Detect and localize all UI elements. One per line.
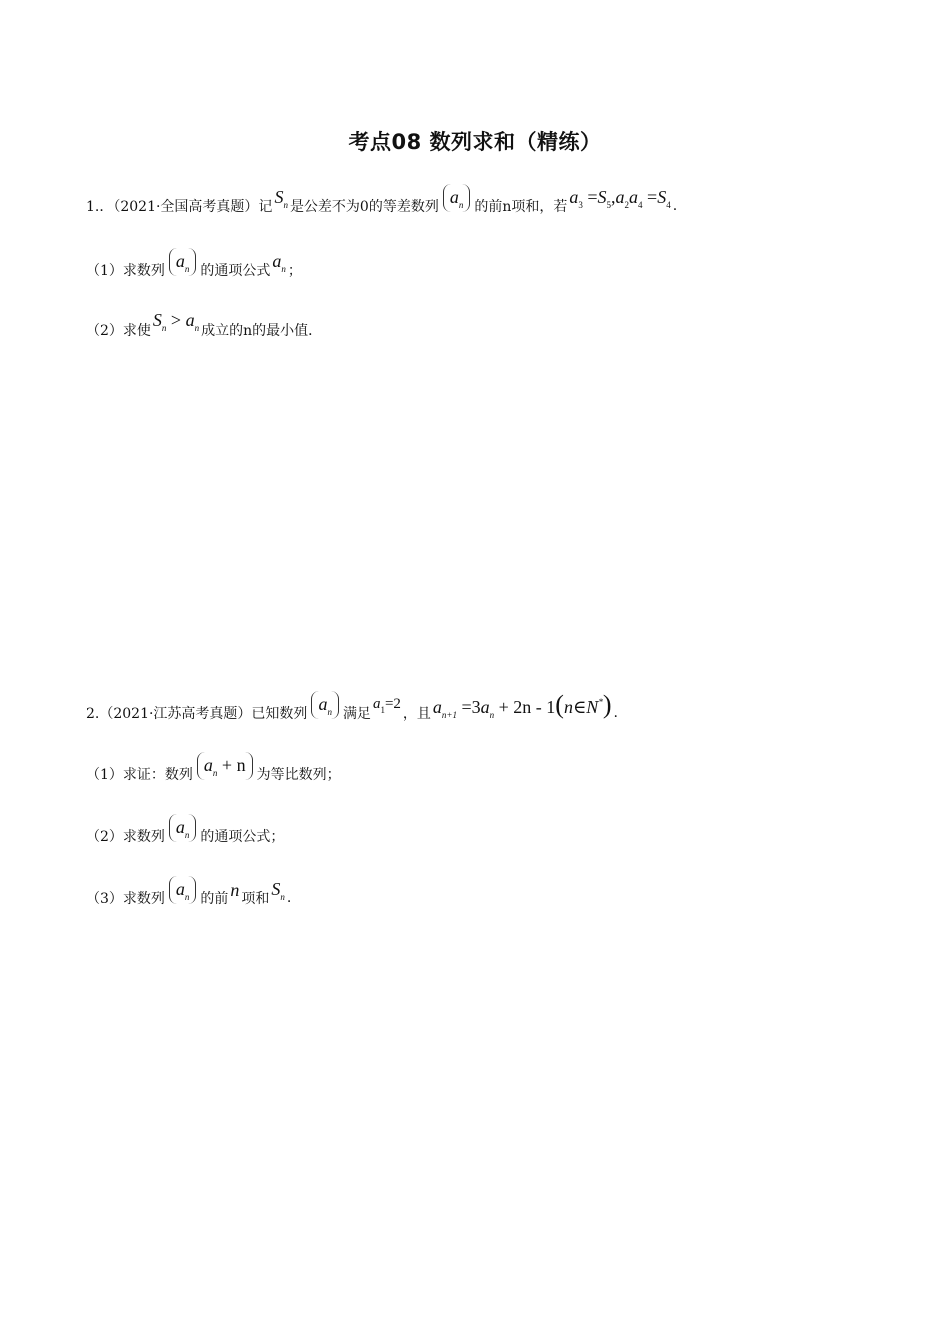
math-sequence-an: $a_n$ xyxy=(169,814,197,842)
q2-end: . xyxy=(613,705,618,721)
question-1-stem xyxy=(86,186,678,220)
q1-p1-c: ； xyxy=(287,263,302,279)
q2-p3-c: 项和 xyxy=(241,891,270,907)
math-sequence-an: $a_n$ xyxy=(169,876,197,904)
math-recurrence: $a_{n+1} =3a_n + 2n$ - 1(n∈N*) xyxy=(432,690,612,720)
math-Sn: $S_n$ xyxy=(271,878,285,902)
q2-part-1 xyxy=(86,755,341,788)
q2-p3-d: . xyxy=(286,890,292,906)
math-a1-eq-2: $a_1=2$ xyxy=(372,695,401,715)
q2-mid1: 满足 xyxy=(342,706,371,722)
math-sequence-an-plus-n: $a_n + n$ xyxy=(197,752,253,780)
q2-part-2 xyxy=(86,817,285,850)
math-sequence-an: $a_n$ xyxy=(169,248,197,276)
math-an: $a_n$ xyxy=(272,250,286,274)
q1-p1-b: 的通项公式 xyxy=(200,263,271,279)
q1-mid1: 是公差不为0的等差数列 xyxy=(289,199,439,215)
q1-p2-b: 成立的n的最小值． xyxy=(201,322,323,339)
q2-p2-b: 的通项公式； xyxy=(200,829,285,845)
q2-p2-a: （2）求数列 xyxy=(86,829,165,845)
math-Sn-gt-an: $S_n > a_n$ xyxy=(152,310,200,333)
math-sequence-an: $a_n$ xyxy=(311,691,339,719)
q1-p2-a: （2）求使 xyxy=(86,322,151,339)
q2-p3-a: （3）求数列 xyxy=(86,891,165,907)
question-2-stem xyxy=(86,690,618,728)
q2-prefix: 2.（2021·江苏高考真题）已知数列 xyxy=(86,706,308,722)
q1-p1-a: （1）求数列 xyxy=(86,263,165,279)
q2-p1-a: （1）求证：数列 xyxy=(86,767,193,783)
q2-p1-b: 为等比数列； xyxy=(256,767,341,783)
q2-part-3 xyxy=(86,878,292,912)
q1-part-1 xyxy=(86,250,302,284)
q1-mid2: 的前n项和，若 xyxy=(474,199,568,215)
math-n: n xyxy=(230,879,240,900)
q1-end: . xyxy=(672,198,678,214)
math-Sn: $S_n$ xyxy=(274,186,288,210)
math-condition: $a_3 =S_5,a_2a_4 =S_4$ xyxy=(569,186,671,210)
q2-p3-b: 的前 xyxy=(200,891,229,907)
page-title: 考点08 数列求和（精练） xyxy=(348,130,602,154)
q1-prefix: 1.．（2021·全国高考真题）记 xyxy=(86,199,273,215)
math-sequence-an: $a_n$ xyxy=(443,184,471,212)
q2-mid2: ，且 xyxy=(402,706,431,722)
q1-part-2 xyxy=(86,310,323,341)
